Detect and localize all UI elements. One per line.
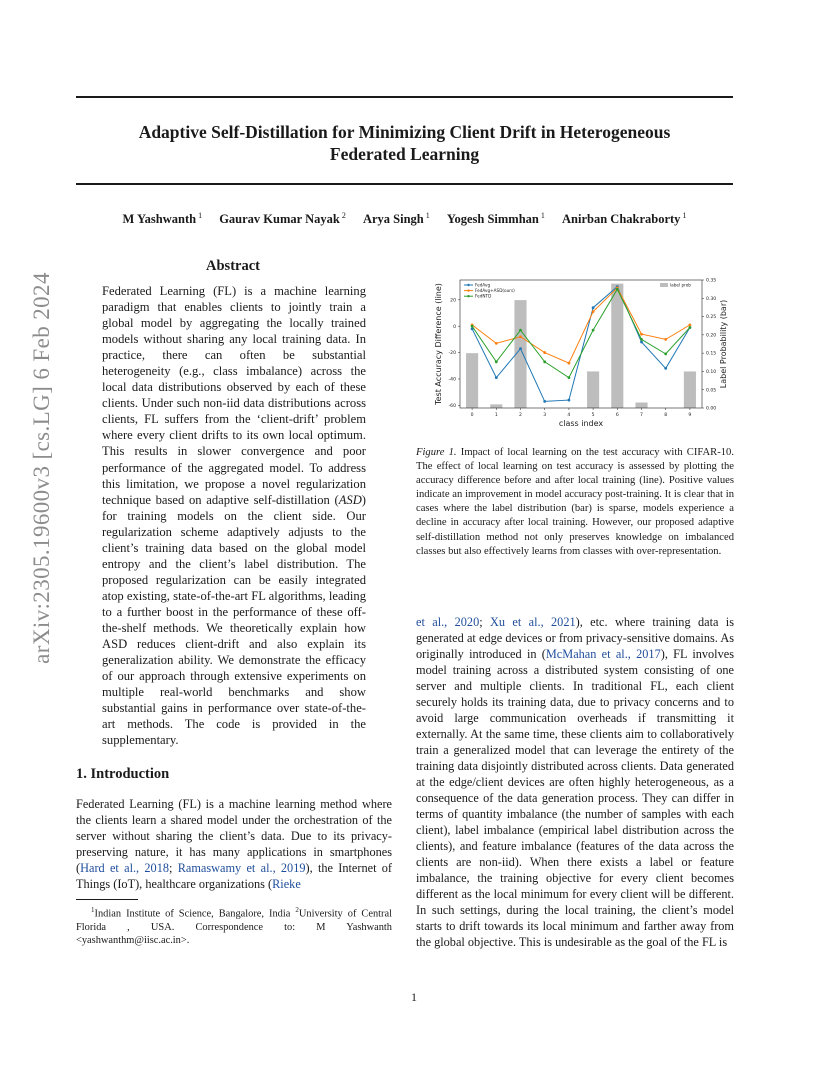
x-tick-label: 7 <box>640 413 643 418</box>
y-tick-label: 0 <box>453 324 456 330</box>
arxiv-identifier: arXiv:2305.19600v3 [cs.LG] 6 Feb 2024 <box>29 272 54 664</box>
legend-marker <box>467 284 469 286</box>
y2-tick-label: 0.25 <box>706 315 717 321</box>
title-rule-bottom <box>76 183 733 185</box>
series-point <box>495 360 498 363</box>
affiliation-footnote: $^1$Indian Institute of Science, Bangalore, India $^2$University of Central Florida , USA. Correspondence to: M Yashwanth <yashwanthm@iisc.ac.in>. <box>76 906 392 947</box>
y2-tick-label: 0.00 <box>706 406 717 412</box>
chart-bar <box>635 403 647 408</box>
y-tick-label: -60 <box>448 403 456 409</box>
y2-tick-label: 0.20 <box>706 333 717 339</box>
series-point <box>495 342 498 345</box>
series-point <box>543 360 546 363</box>
x-tick-label: 9 <box>688 413 692 418</box>
series-point <box>592 306 595 309</box>
series-point <box>664 367 667 370</box>
author: Gaurav Kumar Nayak $^2$ <box>219 211 346 227</box>
y2-tick-label: 0.10 <box>706 370 717 376</box>
series-point <box>471 325 474 328</box>
x-tick-label: 0 <box>470 413 474 418</box>
series-point <box>568 399 571 402</box>
legend-label: FedNTD <box>475 293 492 299</box>
introduction-text-left: Federated Learning (FL) is a machine learning method where the clients learn a shared model under the orchestration of the server without sharing the client’s data. Due to its privacy-preserving nature, it has many applications in smartphones (Hard et al., 2018; Ramaswamy et al., 2019), the Internet of Things (IoT), healthcare organizations (Rieke <box>76 797 392 891</box>
y-axis-label: Test Accuracy Difference (line) <box>434 283 443 405</box>
series-point <box>640 333 643 336</box>
introduction-text-right: et al., 2020; Xu et al., 2021), etc. where training data is generated at edge devices or from privacy-sensitive domains. As originally introduced in (McMahan et al., 2017), FL involves model training across a distributed system consisting of one server and multiple clients. In traditional FL, each client securely holds its training data, due to privacy concerns and to avoid large communication overheads if transmitting it externally. At the same time, these clients aim to collaboratively train a generalized model that can leverage the entirety of the training data disjointly distributed across clients. Data generated at the edge/client devices are often highly heterogeneous, as a consequence of the data generation process. They can differ in terms of quantity imbalance (the number of samples with each client), label imbalance (empirical label distribution across the clients), and feature imbalance (features of the data across the clients are non-iid). When there exists a label or feature imbalance, the training objective for every client becomes different as the local minimum for every client will be different. In such settings, during the local training, the client’s model starts to drift towards its local minimum and farther away from the global objective. This is undesirable as the goal of the FL is <box>416 615 735 949</box>
series-point <box>519 335 522 338</box>
series-point <box>543 400 546 403</box>
y2-tick-label: 0.35 <box>706 278 717 284</box>
chart-bar <box>587 371 599 408</box>
series-line <box>472 287 690 402</box>
abstract-heading: Abstract <box>206 258 260 274</box>
series-point <box>592 310 595 313</box>
series-point <box>543 351 546 354</box>
chart-bar <box>611 284 623 408</box>
citation-link[interactable]: McMahan et al., 2017 <box>545 647 661 661</box>
legend-marker <box>467 295 469 297</box>
author: M Yashwanth $^1$ <box>122 211 203 227</box>
series-point <box>640 338 643 341</box>
abstract-body: Federated Learning (FL) is a machine learning paradigm that enables clients to jointly train a global model by aggregating the locally trained models without sharing any local training data. In practice, there can often be substantial heterogeneity (e.g., class imbalance) across the local data distributions observed by each of these clients. Under such non-iid data distributions across clients, FL suffers from the ‘client-drift’ problem where every client drifts to its own local optimum. This results in slower convergence and poor performance of the aggregated model. To address this limitation, we propose a novel regularization technique based on adaptive self-distillation (ASD) for training models on the client side. Our regularization scheme adaptively adjusts to the client’s training data based on the global model entropy and the client’s label distribution. The proposed regularization can be easily integrated atop existing, state-of-the-art FL algorithms, leading to a further boost in the performance of these off-the-shelf methods. We theoretically explain how ASD reduces client-drift and also explain its generalization ability. We demonstrate the efficacy of our approach through extensive experiments on multiple real-world benchmarks and show substantial gains in performance over state-of-the-art methods. The code is provided in the supplementary. <box>102 284 366 748</box>
legend-label: FedAvg+ASD(ours) <box>475 288 515 294</box>
y-tick-label: -20 <box>448 351 456 357</box>
legend-label: label prob <box>670 282 691 288</box>
citation-link[interactable]: Xu et al., 2021 <box>490 615 576 629</box>
legend-swatch <box>660 283 668 287</box>
series-point <box>519 329 522 332</box>
series-point <box>689 326 692 329</box>
title-rule-top <box>76 96 733 98</box>
author: Arya Singh $^1$ <box>362 211 430 227</box>
series-line <box>472 289 690 377</box>
chart-svg <box>428 276 728 434</box>
x-tick-label: 2 <box>519 413 522 418</box>
series-point <box>519 347 522 350</box>
x-tick-label: 5 <box>591 413 595 418</box>
author-list <box>76 211 733 227</box>
page-number: 1 <box>411 990 417 1004</box>
series-point <box>495 376 498 379</box>
x-tick-label: 8 <box>664 413 668 418</box>
series-line <box>472 288 690 363</box>
y-tick-label: 20 <box>450 298 456 304</box>
series-point <box>568 362 571 365</box>
series-point <box>664 352 667 355</box>
y2-tick-label: 0.15 <box>706 351 717 357</box>
series-point <box>592 329 595 332</box>
y2-tick-label: 0.05 <box>706 388 717 394</box>
citation-link[interactable]: et al., 2020 <box>416 615 480 629</box>
paper-title <box>76 121 733 165</box>
chart-bar <box>466 353 478 408</box>
x-tick-label: 3 <box>543 413 547 418</box>
chart-bar <box>684 371 696 408</box>
series-point <box>664 338 667 341</box>
title-line-1: Adaptive Self-Distillation for Minimizing Client Drift in Heterogeneous <box>138 122 671 142</box>
x-tick-label: 1 <box>494 413 498 418</box>
chart-bar <box>490 404 502 408</box>
citation-link[interactable]: Ramaswamy et al., 2019 <box>177 861 306 875</box>
citation-link[interactable]: Hard et al., 2018 <box>80 861 169 875</box>
y2-axis-label: Label Probability (bar) <box>719 299 728 389</box>
series-point <box>640 341 643 344</box>
title-line-2: Federated Learning <box>329 144 480 164</box>
x-tick-label: 6 <box>615 413 619 418</box>
series-point <box>568 376 571 379</box>
figure-1-caption: Figure 1. Impact of local learning on the test accuracy with CIFAR-10. The effect of local learning on test accuracy is assessed by plotting the accuracy difference before and after local training (line). Positive values indicate an improvement in model accuracy post-training. It is clear that in cases where the label distribution (bar) is sparse, models experience a decline in accuracy after local training. However, our proposed adaptive self-distillation method not only preserves knowledge on imbalanced classes but also effectively learns from classes with over-representation. <box>416 447 734 557</box>
legend-label: FedAvg <box>475 282 491 288</box>
x-tick-label: 4 <box>567 413 571 418</box>
y-tick-label: -40 <box>448 377 456 383</box>
series-point <box>616 288 619 291</box>
figure-1-chart <box>428 276 728 434</box>
legend-marker <box>467 289 469 291</box>
y2-tick-label: 0.30 <box>706 296 717 302</box>
author: Anirban Chakraborty $^1$ <box>562 211 687 227</box>
section-heading-introduction: 1. Introduction <box>76 766 170 782</box>
x-axis-label: class index <box>558 419 604 428</box>
author: Yogesh Simmhan $^1$ <box>446 211 545 227</box>
footnote-rule <box>76 899 138 900</box>
series-point <box>689 323 692 326</box>
citation-link[interactable]: Rieke <box>272 877 301 891</box>
